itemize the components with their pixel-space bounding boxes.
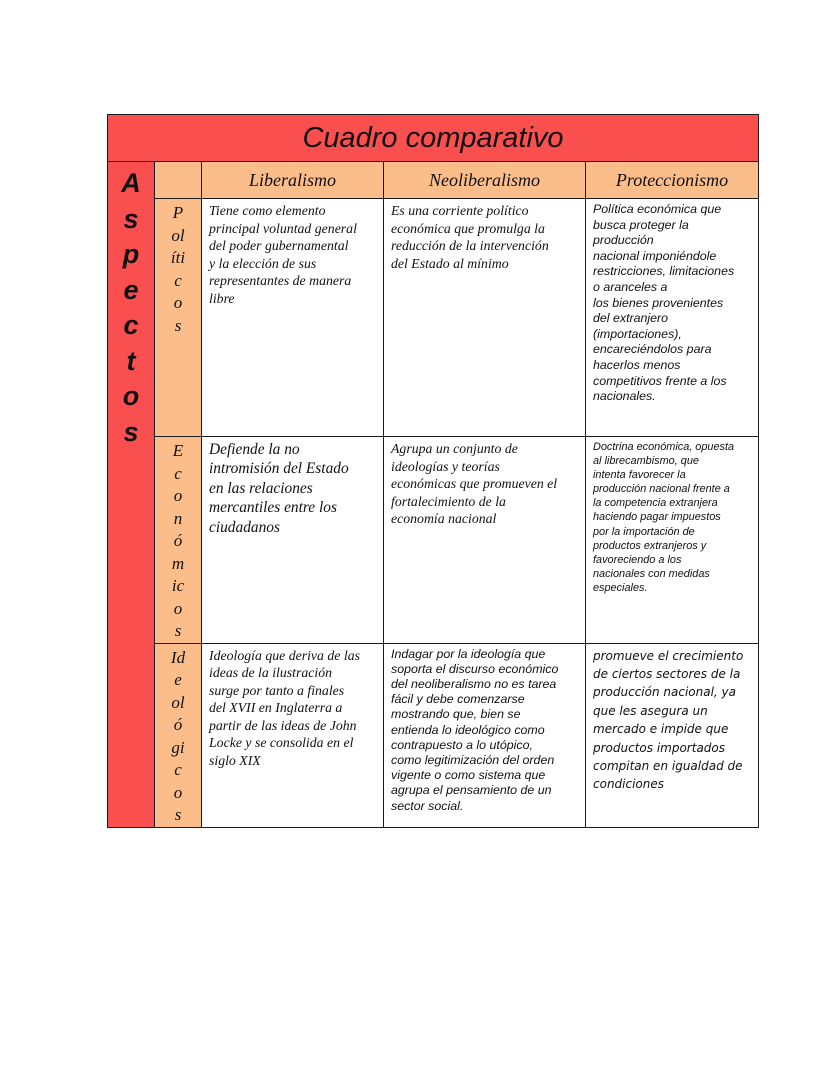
row-label-part: s [174,805,182,824]
row-label-part: o [173,598,183,618]
row-label-part: ó [173,715,183,734]
aspects-letter: c [123,310,139,340]
row-label-part: Id [170,647,186,667]
cell-politicos-proteccionismo [586,199,759,437]
column-header-liberalismo: Liberalismo [202,162,384,199]
cell-ideologicos-proteccionismo [586,643,759,827]
comparison-table [107,114,759,828]
cell-text: Ideología que deriva de las ideas de la ilustración surge por tanto a finales del XVII en Inglaterra a partir de las ideas de John Locke y se consolida en el siglo XIX [209,647,360,769]
table-row-politicos [108,199,759,437]
cell-politicos-neoliberalismo [384,199,586,437]
aspects-letter: p [122,239,140,269]
row-label-part: ó [173,531,183,550]
cell-text: Política económica que busca proteger la producción nacional imponiéndole restricciones, limitaciones o aranceles a los bienes provenientes del extranjero (importaciones), encareciéndolos para hacerlos menos competitivos frente a los nacionales. [593,202,735,404]
aspects-letter: s [123,203,139,234]
aspects-letter: A [121,168,141,198]
row-label-ideologicos [155,643,202,827]
cell-text: promueve el crecimiento de ciertos sectores de la producción nacional, ya que les asegura un mercado e impide que productos importados compitan en igualdad de condiciones [593,648,744,792]
row-label-part: c [174,760,182,779]
cell-text: Es una corriente político económica que promulga la reducción de la intervención del Estado al mínimo [391,203,549,271]
row-label-part: o [173,486,183,505]
cell-text: Doctrina económica, opuesta al librecambismo, que intenta favorecer la producción nacional frente a la competencia extranjera haciendo pagar impuestos por la importación de productos extranjeros y favoreciendo a los nacionales con medidas especiales. [593,441,735,594]
cell-text: Tiene como elemento principal voluntad general del poder gubernamental y la elección de sus representantes de manera libre [209,203,357,306]
row-label-part: o [173,782,183,802]
row-label-part: c [174,463,182,483]
row-label-part: e [174,670,182,689]
row-label-part: gi [171,737,185,757]
row-label-part: íti [170,248,186,267]
cell-text: Defiende la no intromisión del Estado en las relaciones mercantiles entre los ciudadanos [209,441,349,536]
row-label-part: ic [171,576,185,595]
cell-text: Indagar por la ideología que soporta el discurso económico del neoliberalismo no es tarea fácil y debe comenzarse mostrando que, bien se entienda lo ideológico como contrapuesto a lo utópico, como legitimización del orden vigente o como sistema que agrupa el pensamiento de un sector social. [391,646,559,813]
row-label-part: c [174,270,182,290]
row-label-part: ol [171,225,185,245]
row-label-part: s [174,315,182,335]
aspects-letter: t [126,345,136,376]
row-label-part: o [173,293,183,312]
table-title: Cuadro comparativo [108,115,759,162]
cell-ideologicos-liberalismo [202,643,384,827]
aspects-vertical-label [108,162,155,828]
row-label-politicos [155,199,202,437]
row-label-economicos [155,437,202,644]
cell-economicos-liberalismo [202,437,384,644]
row-label-part: P [172,203,184,222]
row-label-part: m [171,553,185,573]
column-header-neoliberalismo: Neoliberalismo [384,162,586,199]
row-label-part: E [172,441,184,460]
aspects-letter: e [123,274,139,305]
corner-cell [155,162,202,199]
row-label-part: s [174,621,182,640]
table-row-economicos [108,437,759,644]
cell-text: Agrupa un conjunto de ideologías y teorías económicas que promueven el fortalecimiento de la economía nacional [391,441,558,527]
cell-politicos-liberalismo [202,199,384,437]
row-label-part: n [173,508,183,528]
table-row-ideologicos [108,643,759,827]
aspects-letter: o [122,381,140,411]
cell-economicos-proteccionismo [586,437,759,644]
column-header-proteccionismo: Proteccionismo [586,162,759,199]
cell-ideologicos-neoliberalismo [384,643,586,827]
aspects-letter: s [123,416,139,447]
cell-economicos-neoliberalismo [384,437,586,644]
row-label-part: ol [171,692,185,712]
